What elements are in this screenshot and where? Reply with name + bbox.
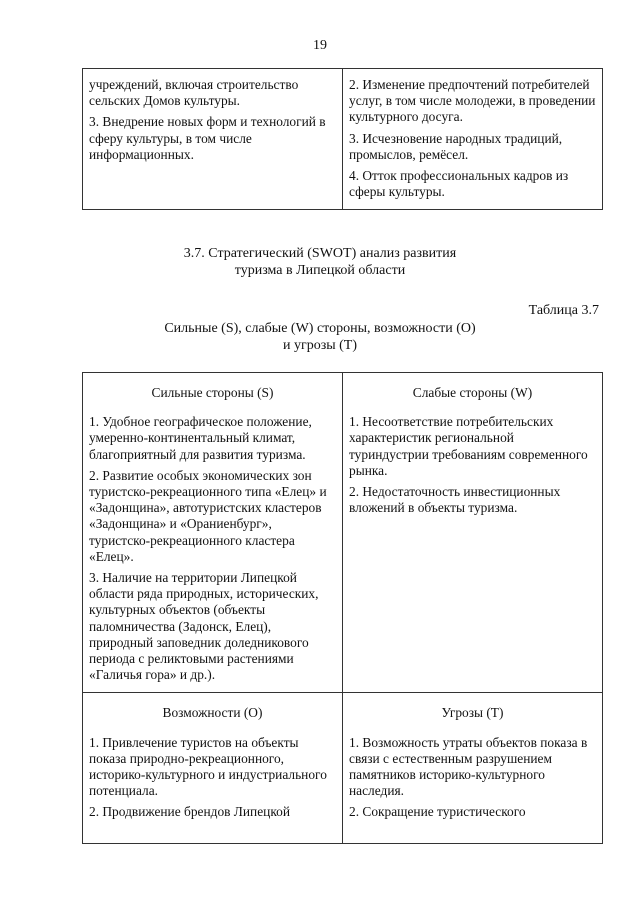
- strengths-cell: [83, 373, 343, 693]
- continued-right-cell: [343, 69, 603, 210]
- opportunities-cell: [83, 693, 343, 844]
- opportunities-heading: Возможности (O): [162, 705, 263, 721]
- table-caption-line: и угрозы (T): [282, 338, 358, 353]
- cell-paragraph: 2. Изменение предпочтений потребителей услуг, в том числе молодежи, в проведении культурного досуга.: [349, 77, 596, 125]
- table-row: [83, 693, 603, 844]
- cell-paragraph: 2. Недостаточность инвестиционных вложений в объекты туризма.: [349, 484, 561, 516]
- cell-paragraph: 2. Продвижение брендов Липецкой: [89, 804, 291, 820]
- cell-paragraph: 1. Привлечение туристов на объекты показа природно-рекреационного, историко-культурного и индустриального потенциала.: [89, 734, 327, 799]
- section-title: [0, 245, 640, 279]
- table-row: [83, 373, 603, 693]
- continued-left-cell: [83, 69, 343, 210]
- swot-table: [82, 372, 603, 844]
- table-row: [83, 69, 603, 210]
- cell-paragraph: 3. Внедрение новых форм и технологий в сферу культуры, в том числе информационных.: [89, 114, 326, 162]
- weaknesses-cell: [343, 373, 603, 693]
- page-number: 19: [313, 38, 327, 53]
- cell-paragraph: 3. Наличие на территории Липецкой области ряда природных, исторических, культурных объектов (объекты паломничества (Задонск, Елец), природный заповедник доледникового периода с реликтовыми растениями «Галичья гора» и др.).: [89, 570, 319, 683]
- cell-paragraph: учреждений, включая строительство сельских Домов культуры.: [89, 77, 299, 109]
- cell-paragraph: 1. Возможность утраты объектов показа в связи с естественным разрушением памятников историко-культурного наследия.: [349, 734, 588, 799]
- section-title-line: 3.7. Стратегический (SWOT) анализ развития: [183, 246, 457, 261]
- threats-cell: [343, 693, 603, 844]
- cell-paragraph: 4. Отток профессиональных кадров из сферы культуры.: [349, 168, 569, 200]
- section-title-line: туризма в Липецкой области: [234, 263, 406, 278]
- cell-paragraph: 1. Несоответствие потребительских характеристик региональной туриндустрии требованиям современного рынка.: [349, 414, 588, 478]
- weaknesses-heading: Слабые стороны (W): [412, 385, 533, 400]
- table-caption: [0, 320, 640, 354]
- strengths-heading: Сильные стороны (S): [151, 385, 274, 400]
- continued-table: [82, 68, 603, 210]
- cell-paragraph: 3. Исчезновение народных традиций, промыслов, ремёсел.: [349, 130, 563, 162]
- threats-heading: Угрозы (T): [441, 705, 504, 721]
- cell-paragraph: 1. Удобное географическое положение, умеренно-континентальный климат, благоприятный для развития туризма.: [89, 414, 312, 462]
- table-caption-line: Сильные (S), слабые (W) стороны, возможности (O): [164, 321, 476, 336]
- cell-paragraph: 2. Развитие особых экономических зон туристско-рекреационного типа «Елец» и «Задонщина», автотуристских кластеров «Задонщина» и «Ораниенбург», туристско-рекреационного кластера «Елец».: [89, 467, 327, 564]
- table-label: Таблица 3.7: [528, 303, 599, 318]
- cell-paragraph: 2. Сокращение туристического: [349, 804, 526, 820]
